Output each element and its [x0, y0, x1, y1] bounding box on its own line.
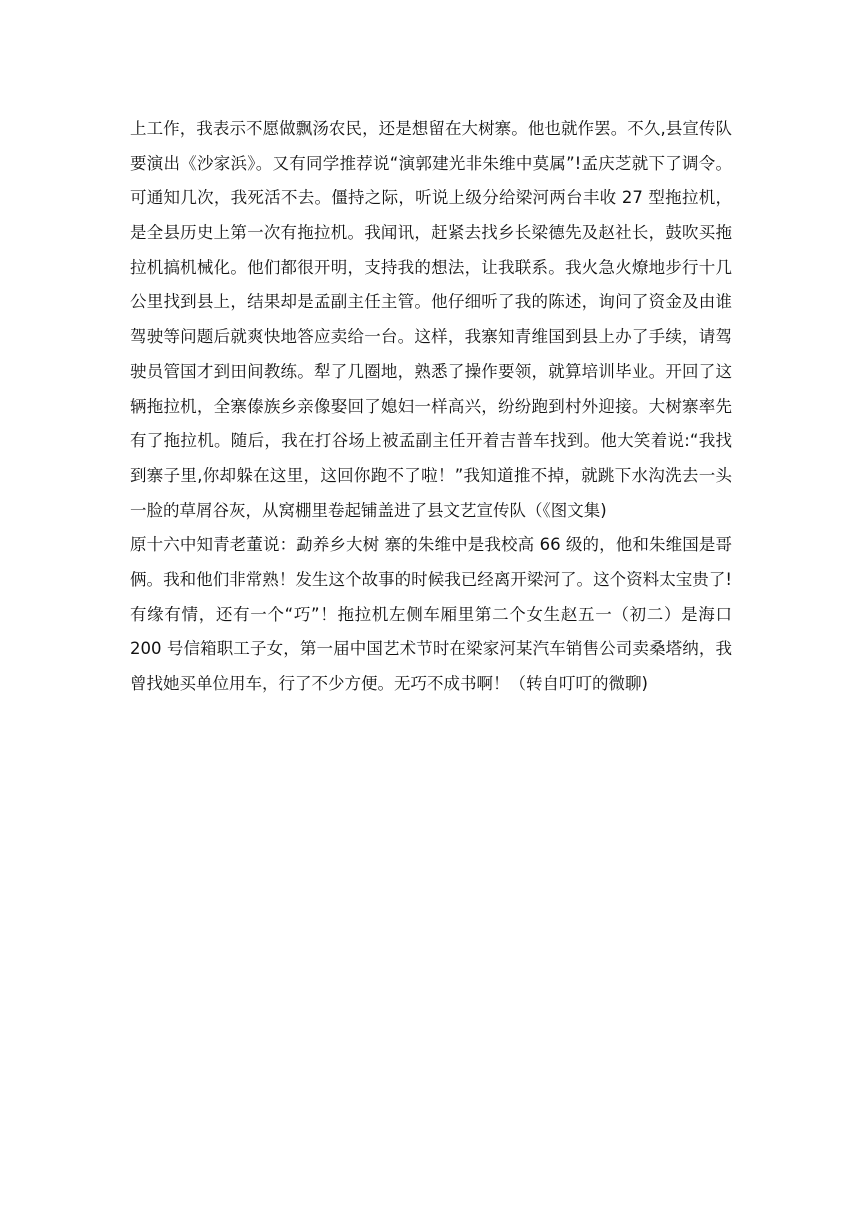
- text-line: 一脸的草屑谷灰，从窝棚里卷起铺盖进了县文艺宣传队（《图文集): [130, 500, 607, 520]
- text-line: 辆拖拉机，全寨傣族乡亲像娶回了媳妇一样高兴，纷纷跑到村外迎接。大树寨率先: [130, 396, 732, 416]
- paragraph-story: [130, 112, 732, 528]
- text-line: 俩。我和他们非常熟！发生这个故事的时候我已经离开梁河了。这个资料太宝贵了!: [130, 569, 732, 589]
- text-line: 原十六中知青老董说：勐养乡大树 寨的朱维中是我校高 66 级的，他和朱维国是哥: [130, 535, 732, 555]
- text-line: 公里找到县上，结果却是孟副主任主管。他仔细听了我的陈述，询问了资金及由谁: [130, 292, 732, 312]
- document-body: [130, 112, 732, 702]
- paragraph-comment: [130, 528, 732, 701]
- text-line: 有缘有情，还有一个“巧”！拖拉机左侧车厢里第二个女生赵五一（初二）是海口: [130, 604, 732, 624]
- text-line: 可通知几次，我死活不去。僵持之际，听说上级分给梁河两台丰收 27 型拖拉机，: [130, 188, 732, 208]
- text-line: 驾驶等问题后就爽快地答应卖给一台。这样，我寨知青维国到县上办了手续，请驾: [130, 327, 732, 347]
- text-line: 要演出《沙家浜》。又有同学推荐说“演郭建光非朱维中莫属”!孟庆芝就下了调令。: [130, 153, 732, 173]
- text-line: 到寨子里,你却躲在这里，这回你跑不了啦！”我知道推不掉，就跳下水沟洗去一头: [130, 465, 732, 485]
- text-line: 曾找她买单位用车，行了不少方便。无巧不成书啊！（转自叮叮的微聊): [130, 674, 648, 693]
- text-line: 是全县历史上第一次有拖拉机。我闻讯，赶紧去找乡长梁德先及赵社长，鼓吹买拖: [130, 223, 732, 243]
- text-line: 拉机搞机械化。他们都很开明，支持我的想法，让我联系。我火急火燎地步行十几: [130, 257, 732, 277]
- text-line: 有了拖拉机。随后，我在打谷场上被孟副主任开着吉普车找到。他大笑着说:“我找: [130, 431, 732, 451]
- text-line: 200 号信箱职工子女，第一届中国艺术节时在梁家河某汽车销售公司卖桑塔纳，我: [130, 639, 732, 659]
- text-line: 驶员管国才到田间教练。犁了几圈地，熟悉了操作要领，就算培训毕业。开回了这: [130, 361, 732, 381]
- text-line: 上工作，我表示不愿做飘汤农民，还是想留在大树寨。他也就作罢。不久,县宣传队: [130, 119, 732, 138]
